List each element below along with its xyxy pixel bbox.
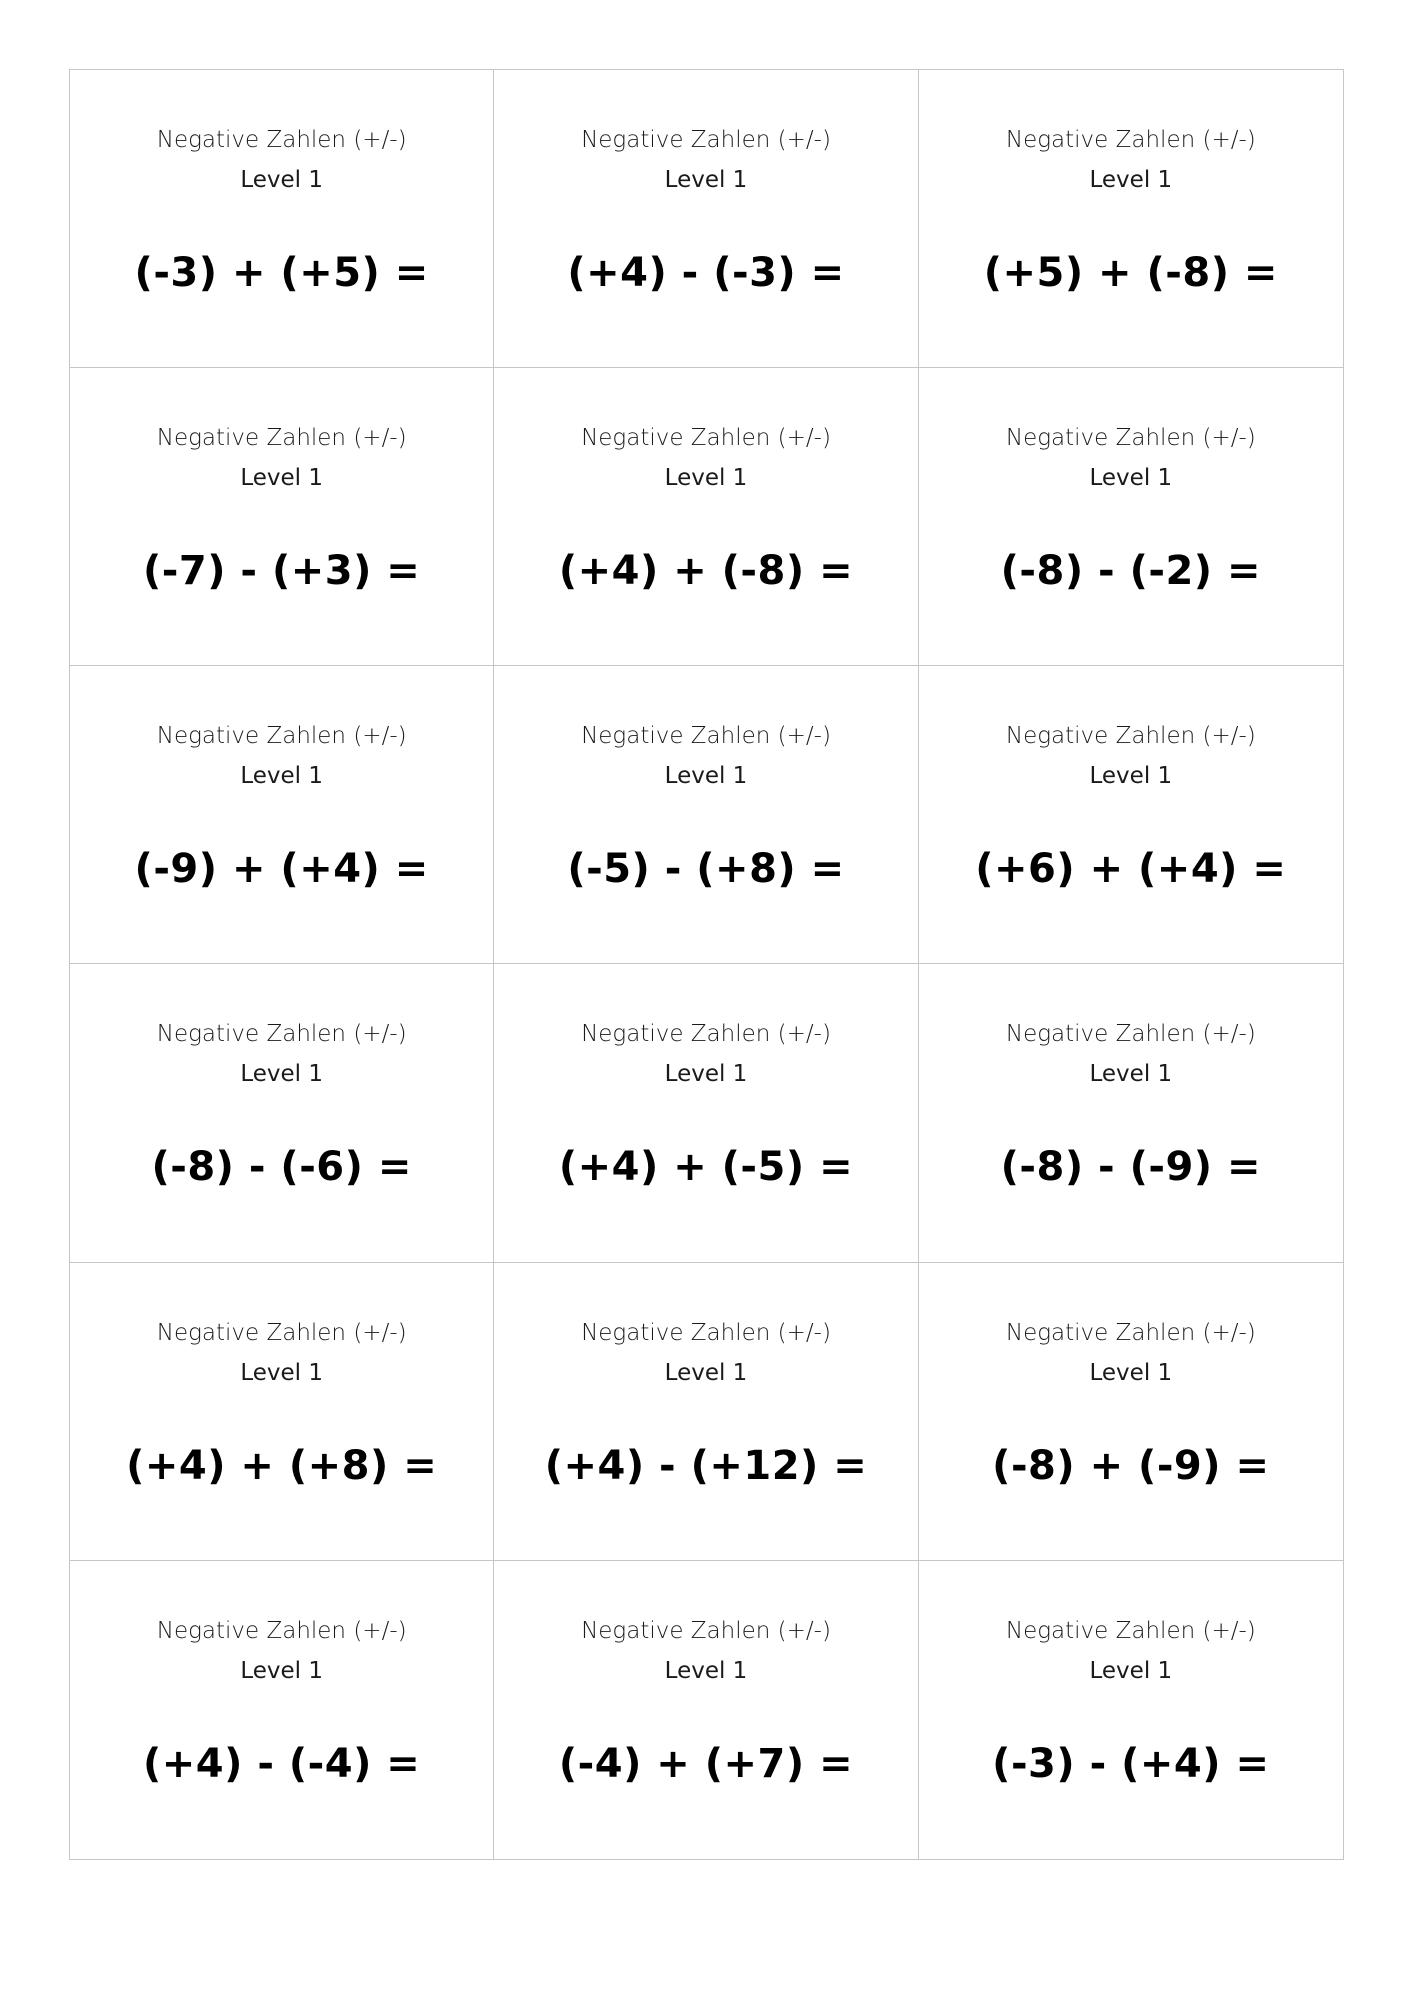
task-card: [494, 1263, 918, 1561]
task-card: [70, 964, 494, 1262]
task-card: [919, 1263, 1343, 1561]
task-card: [70, 368, 494, 666]
card-level-label: Level 1: [664, 1061, 748, 1088]
card-level-label: Level 1: [240, 1061, 323, 1088]
card-math-task: (-8) + (-9) =: [992, 1442, 1270, 1489]
task-card: [70, 666, 494, 964]
card-math-task: (-5) - (+8) =: [567, 846, 845, 893]
task-card: [70, 1561, 494, 1859]
card-topic-title: Negative Zahlen (+/-): [156, 1021, 407, 1048]
card-math-task: (-8) - (-9) =: [1000, 1144, 1262, 1191]
card-level-label: Level 1: [1089, 465, 1173, 492]
card-level-label: Level 1: [664, 465, 748, 492]
task-card: [919, 964, 1343, 1262]
card-level-label: Level 1: [664, 1359, 748, 1386]
card-topic-title: Negative Zahlen (+/-): [1005, 1319, 1256, 1346]
task-card: [494, 666, 918, 964]
card-math-task: (-8) - (-6) =: [151, 1144, 412, 1191]
task-card: [494, 70, 918, 368]
task-card: [919, 368, 1343, 666]
card-math-task: (-8) - (-2) =: [1000, 548, 1262, 595]
card-level-label: Level 1: [240, 1657, 323, 1684]
card-math-task: (-3) + (+5) =: [134, 250, 429, 296]
task-card: [919, 1561, 1343, 1859]
task-card: [70, 70, 494, 368]
card-topic-title: Negative Zahlen (+/-): [156, 127, 407, 153]
card-topic-title: Negative Zahlen (+/-): [581, 1021, 831, 1048]
card-level-label: Level 1: [664, 763, 748, 790]
card-topic-title: Negative Zahlen (+/-): [581, 425, 831, 452]
card-topic-title: Negative Zahlen (+/-): [1005, 127, 1256, 153]
card-math-task: (+4) - (-4) =: [143, 1740, 421, 1787]
card-math-task: (-7) - (+3) =: [143, 548, 421, 595]
task-card: [70, 1263, 494, 1561]
card-math-task: (+4) + (-8) =: [558, 548, 854, 595]
card-level-label: Level 1: [1089, 1061, 1173, 1088]
task-card-sheet: [69, 69, 1344, 1860]
card-math-task: (+4) + (+8) =: [126, 1442, 438, 1489]
card-topic-title: Negative Zahlen (+/-): [156, 1319, 407, 1346]
card-math-task: (+6) + (+4) =: [975, 846, 1287, 893]
card-topic-title: Negative Zahlen (+/-): [1005, 425, 1256, 452]
task-card: [494, 368, 918, 666]
card-level-label: Level 1: [1089, 167, 1173, 193]
card-math-task: (+5) + (-8) =: [983, 250, 1278, 296]
card-level-label: Level 1: [1089, 1359, 1173, 1386]
card-topic-title: Negative Zahlen (+/-): [1005, 1021, 1256, 1048]
card-topic-title: Negative Zahlen (+/-): [581, 723, 831, 750]
task-card: [919, 70, 1343, 368]
card-topic-title: Negative Zahlen (+/-): [1005, 723, 1256, 750]
card-topic-title: Negative Zahlen (+/-): [156, 425, 407, 452]
card-level-label: Level 1: [1089, 1657, 1173, 1684]
task-card: [494, 964, 918, 1262]
card-level-label: Level 1: [664, 1657, 748, 1684]
task-card: [919, 666, 1343, 964]
card-math-task: (+4) - (-3) =: [567, 250, 845, 296]
card-level-label: Level 1: [240, 167, 323, 193]
card-topic-title: Negative Zahlen (+/-): [1005, 1617, 1256, 1644]
card-topic-title: Negative Zahlen (+/-): [581, 1319, 831, 1346]
card-math-task: (+4) + (-5) =: [558, 1144, 854, 1191]
card-math-task: (+4) - (+12) =: [544, 1442, 868, 1489]
task-card: [494, 1561, 918, 1859]
card-level-label: Level 1: [240, 1359, 323, 1386]
card-math-task: (-3) - (+4) =: [992, 1740, 1270, 1787]
card-level-label: Level 1: [240, 763, 323, 790]
card-level-label: Level 1: [240, 465, 323, 492]
card-math-task: (-4) + (+7) =: [558, 1740, 854, 1787]
card-topic-title: Negative Zahlen (+/-): [156, 723, 407, 750]
card-math-task: (-9) + (+4) =: [134, 846, 429, 893]
card-level-label: Level 1: [1089, 763, 1173, 790]
card-topic-title: Negative Zahlen (+/-): [156, 1617, 407, 1644]
card-level-label: Level 1: [664, 167, 748, 193]
card-topic-title: Negative Zahlen (+/-): [581, 1617, 831, 1644]
card-topic-title: Negative Zahlen (+/-): [581, 127, 831, 153]
